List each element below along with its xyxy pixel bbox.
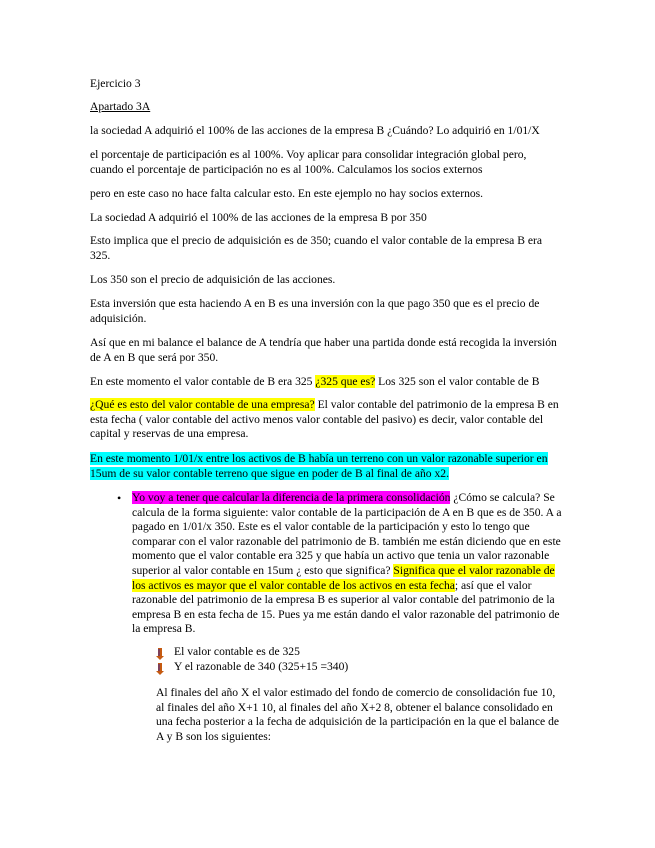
bullet-paragraph — [132, 491, 562, 637]
sub-item-1: El valor contable es de 325 — [174, 645, 300, 658]
bullet-text-b: ¿Cómo se calcula? Se calcula de la forma siguiente: valor contable de la participación de A en B que es de 350. A a pagado en 1/01/x 350. Este es el valor contable de la participación y esto lo tengo que comparar con el valor razonable del patrimonio de B. también me están diciendo que en este momento que el valor contable era 325 y que había un activo que tenia un valor razonable superior al valor contable en 15um ¿ esto que significa? — [132, 491, 562, 577]
sub-item-2: Y el razonable de 340 (325+15 =340) — [174, 660, 349, 673]
paragraph-3: pero en este caso no hace falta calcular esto. En este ejemplo no hay socios externos. — [90, 187, 484, 200]
paragraph-9-text-a: En este momento el valor contable de B era 325 — [90, 375, 316, 388]
paragraph-9-text-c: Los 325 son el valor contable de B — [375, 375, 540, 388]
paragraph-11-highlighted — [90, 452, 556, 481]
highlight-question-325: ¿325 que es? — [315, 375, 376, 388]
paragraph-6: Los 350 son el precio de adquisición de las acciones. — [90, 273, 336, 286]
paragraph-10-text-b: El valor contable del patrimonio de la empresa B en esta fecha ( valor contable del activo menos valor contable del pasivo) es decir, valor contable del capital y reservas de una empresa. — [90, 398, 559, 441]
paragraph-8: Así que en mi balance el balance de A tendría que haber una partida donde está recogida la inversión de A en B que será por 350. — [90, 336, 557, 364]
paragraph-10 — [90, 398, 560, 442]
paragraph-4: La sociedad A adquirió el 100% de las acciones de la empresa B por 350 — [90, 211, 427, 224]
bullet-text-d: ; así que el valor razonable del patrimonio de la empresa B es superior al valor contable del patrimonio de la empresa B en esta fecha de 15. Pues ya me están dando el valor razonable del patrimonio de la empresa B. — [132, 578, 560, 636]
paragraph-9 — [90, 375, 560, 390]
section-heading: Apartado 3A — [90, 100, 151, 113]
bullet-dot-icon: • — [117, 491, 122, 505]
arrow-bullet-icon — [156, 662, 166, 676]
paragraph-7: Esta inversión que esta haciendo A en B es una inversión con la que pago 350 que es el precio de adquisición. — [90, 297, 540, 325]
highlight-magenta-text: Yo voy a tener que calcular la diferencia de la primera consolidación — [132, 491, 451, 504]
highlight-cyan-text: En este momento 1/01/x entre los activos de B había un terreno con un valor razonable superior en 15um de su valor contable terreno que sigue en poder de B al final de año x2. — [90, 452, 548, 480]
paragraph-5: Esto implica que el precio de adquisición es de 350; cuando el valor contable de la empresa B era 325. — [90, 234, 542, 262]
highlight-question-valor-contable: ¿Qué es esto del valor contable de una empresa? — [90, 398, 315, 411]
paragraph-1: la sociedad A adquirió el 100% de las acciones de la empresa B ¿Cuándo? Lo adquirió en 1/01/X — [90, 124, 540, 137]
highlight-yellow-significa: Significa que el valor razonable de los activos es mayor que el valor contable de los activos en esta fecha — [132, 563, 555, 592]
paragraph-2: el porcentaje de participación es al 100%. Voy aplicar para consolidar integración global pero, cuando el porcentaje de participación no es al 100%. Calculamos los socios externos — [90, 148, 527, 176]
final-paragraph: Al finales del año X el valor estimado del fondo de comercio de consolidación fue 10, al finales del año X+1 10, al finales del año X+2 8, obtener el balance consolidado en una fecha posterior a la fecha de adquisición de la participación en la que el balance de A y B son los siguientes: — [156, 686, 560, 743]
exercise-title: Ejercicio 3 — [90, 77, 141, 90]
arrow-bullet-icon — [156, 647, 166, 661]
